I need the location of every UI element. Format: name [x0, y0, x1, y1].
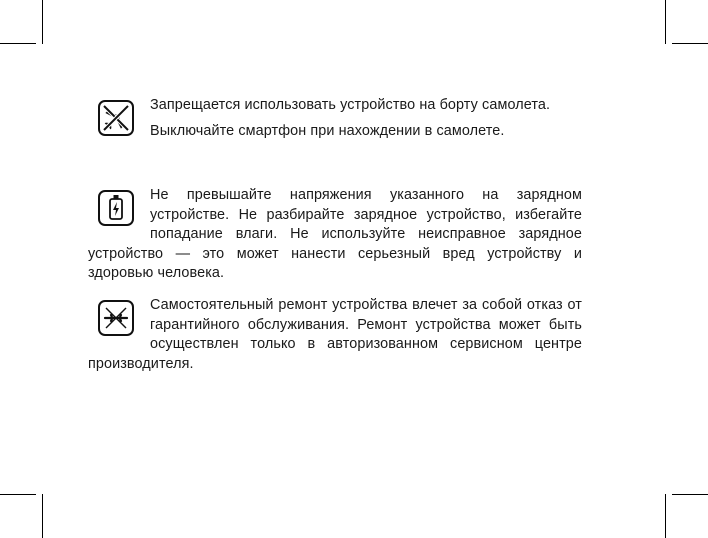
crop-mark: [0, 494, 36, 495]
crop-mark: [42, 0, 43, 44]
airplane-mode-text: Выключайте смартфон при нахождении в самолете.: [150, 122, 505, 139]
no-self-repair-icon: [98, 300, 134, 336]
crop-mark: [0, 43, 36, 44]
charger-warning-text: Не превышайте напряжения указанного на зарядном устройстве. Не разбирайте зарядное устройство, избегайте попадание влаги. Не используйте неисправное зарядное устройство — это может нанести серьезный вред устройству и здоровью человека.: [88, 187, 582, 282]
warning-section-charger: [88, 186, 582, 284]
crop-mark: [672, 43, 708, 44]
crop-mark: [665, 494, 666, 538]
crop-mark: [672, 494, 708, 495]
no-airplane-icon: [98, 100, 134, 136]
crop-mark: [42, 494, 43, 538]
airplane-warning-text: Запрещается использовать устройство на борту самолета.: [150, 97, 551, 113]
warning-section-airplane: [88, 96, 582, 141]
charger-voltage-icon: [98, 190, 134, 226]
crop-mark: [665, 0, 666, 44]
repair-warning-text: Самостоятельный ремонт устройства влечет за собой отказ от гарантийного обслуживания. Ремонт устройства может быть осуществлен только в авторизованном сервисном центре производителя.: [88, 297, 582, 372]
warning-section-repair: [88, 296, 582, 374]
